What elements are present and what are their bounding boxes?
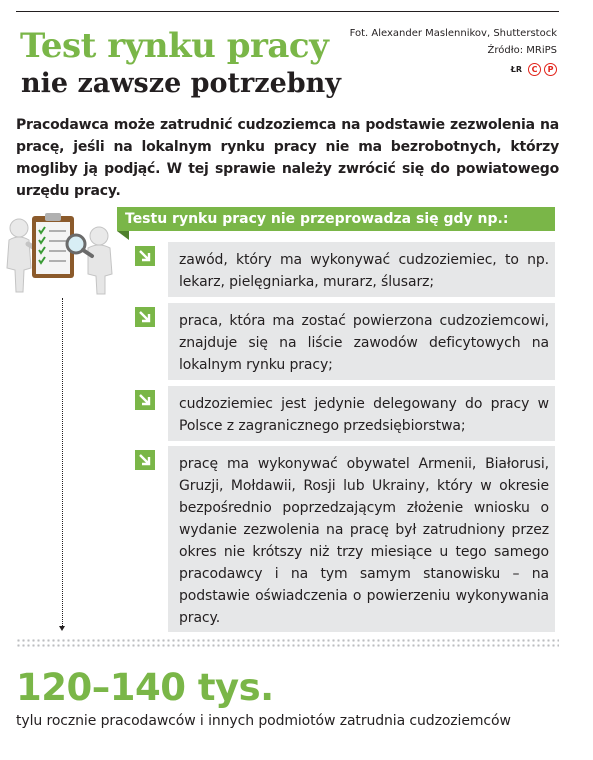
page-title: Test rynku pracy <box>20 26 329 66</box>
source-credit: Źródło: MRiPS <box>487 45 557 56</box>
list-item-text: pracę ma wykonywać obywatel Armenii, Białorusi, Gruzji, Mołdawii, Rosji lub Ukrainy, który w okresie bezpośrednio poprzedzającym złożenie wniosku o wydanie zezwolenia na pracę był zatrudniony przez okres nie krótszy niż trzy miesiące u tego samego pracodawcy i na tym samym stanowisku – na podstawie oświadczenia o powierzeniu wykonywania pracy. <box>179 456 549 626</box>
arrow-down-right-icon <box>135 390 155 410</box>
mark-c-icon: C <box>528 63 541 76</box>
dotted-divider <box>16 638 559 648</box>
list-item-text: praca, która ma zostać powierzona cudzoziemcowi, znajduje się na liście zawodów deficytowych na lokalnym rynku pracy; <box>179 313 549 373</box>
stat-caption: tylu rocznie pracodawców i innych podmiotów zatrudnia cudzoziemców <box>16 713 511 729</box>
mark-lr: ŁR <box>510 65 522 74</box>
top-rule <box>16 11 559 12</box>
list-heading: Testu rynku pracy nie przeprowadza się gdy np.: <box>117 207 555 231</box>
list-item <box>135 303 555 380</box>
arrow-down-right-icon <box>135 307 155 327</box>
dotted-connector <box>62 298 63 628</box>
list-item <box>135 446 555 632</box>
stat-number: 120–140 tys. <box>16 666 274 709</box>
list-item-text: cudzoziemiec jest jedynie delegowany do pracy w Polsce z zagranicznego przedsiębiorstwa; <box>179 396 549 434</box>
list-item-text: zawód, który ma wykonywać cudzoziemiec, to np. lekarz, pielęgniarka, murarz, ślusarz; <box>179 252 549 290</box>
clipboard-checklist-figures-icon <box>2 206 120 298</box>
arrow-down-right-icon <box>135 246 155 266</box>
connector-arrow-icon <box>59 626 65 631</box>
lead-paragraph: Pracodawca może zatrudnić cudzoziemca na podstawie zezwolenia na pracę, jeśli na lokalnym rynku pracy nie ma bezrobotnych, którzy mogliby ją podjąć. W tej sprawie należy zwrócić się do powiatowego urzędu pracy. <box>16 117 559 199</box>
list-item <box>135 242 555 297</box>
credits <box>350 25 557 78</box>
page-subtitle: nie zawsze potrzebny <box>21 68 341 99</box>
arrow-down-right-icon <box>135 450 155 470</box>
publisher-marks <box>350 61 557 78</box>
list-item <box>135 386 555 441</box>
photo-credit: Fot. Alexander Maslennikov, Shutterstock <box>349 28 557 39</box>
mark-p-icon: P <box>544 63 557 76</box>
heading-fold <box>117 231 129 240</box>
